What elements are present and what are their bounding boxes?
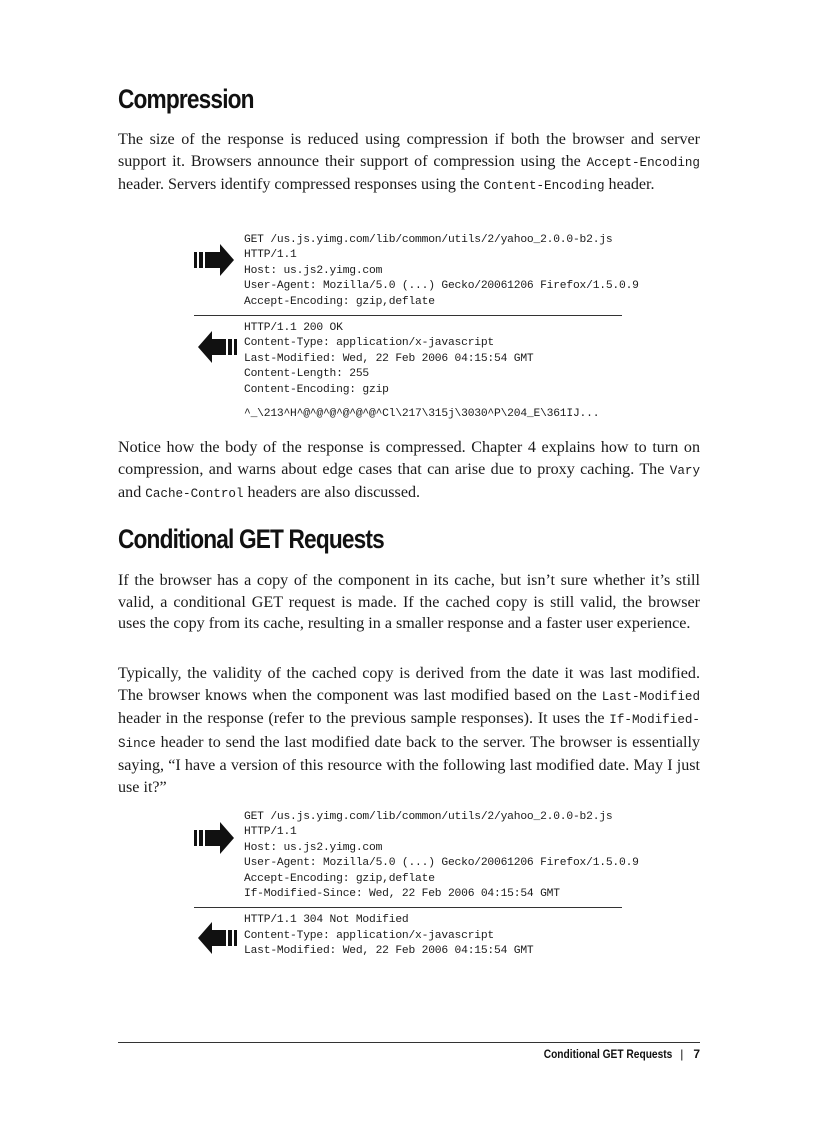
http-example-compression <box>194 233 639 422</box>
response-headers: HTTP/1.1 200 OK Content-Type: application/x-javascript Last-Modified: Wed, 22 Feb 2006 04:15:54 GMT Content-Length: 255 Content-Encoding: gzip <box>244 322 534 396</box>
inline-code: Vary <box>669 463 700 478</box>
running-title: Conditional GET Requests <box>543 1047 673 1061</box>
response-section <box>194 913 622 959</box>
request-section <box>194 810 639 902</box>
heading-conditional-get: Conditional GET Requests <box>118 524 384 554</box>
arrow-right-icon <box>194 819 240 857</box>
inline-code: Accept-Encoding <box>586 155 700 170</box>
footer-separator: | <box>680 1047 684 1061</box>
response-body: ^_\213^H^@^@^@^@^@^@^Cl\217\315j\3030^P\204_E\361IJ... <box>244 408 600 421</box>
page-number: 7 <box>693 1047 700 1061</box>
request-headers: GET /us.js.yimg.com/lib/common/utils/2/yahoo_2.0.0-b2.js HTTP/1.1 Host: us.js2.yimg.com User-Agent: Mozilla/5.0 (...) Gecko/20061206 Firefox/1.5.0.9 Accept-Encoding: gzip,deflate <box>244 234 639 308</box>
inline-code: Last-Modified <box>601 689 700 704</box>
footer-rule <box>118 1042 700 1043</box>
request-response-divider <box>194 315 622 316</box>
request-headers: GET /us.js.yimg.com/lib/common/utils/2/yahoo_2.0.0-b2.js HTTP/1.1 Host: us.js2.yimg.com User-Agent: Mozilla/5.0 (...) Gecko/20061206 Firefox/1.5.0.9 Accept-Encoding: gzip,deflate If-Modified-Since: Wed, 22 Feb 2006 04:15:54 GMT <box>244 811 639 901</box>
inline-code: Cache-Control <box>145 487 244 501</box>
response-section <box>194 321 622 422</box>
arrow-left-icon <box>194 919 240 957</box>
inline-code: If-Modified-Since <box>118 713 700 751</box>
paragraph-compression-notice: Notice how the body of the response is compressed. Chapter 4 explains how to turn on compression, and warns about edge cases that can arise due to proxy caching. The Vary and Cache-Control headers are also discussed. <box>118 439 700 501</box>
paragraph-conditional-validity: Typically, the validity of the cached copy is derived from the date it was last modified. The browser knows when the component was last modified based on the Last-Modified header in the response (refer to the previous sample responses). It uses the If-Modified-Since header to send the last modified date back to the server. The browser is essentially saying, “I have a version of this resource with the following last modified date. May I just use it?” <box>118 665 700 796</box>
inline-code: Content-Encoding <box>483 179 605 193</box>
arrow-right-icon <box>194 241 240 279</box>
arrow-left-icon <box>194 328 240 366</box>
heading-compression: Compression <box>118 84 254 114</box>
http-example-conditional <box>194 810 639 960</box>
page-footer <box>521 1047 700 1061</box>
request-response-divider <box>194 907 622 908</box>
request-section <box>194 233 639 310</box>
paragraph-compression-intro: The size of the response is reduced using compression if both the browser and server support it. Browsers announce their support of compression using the Accept-Encoding header. Servers identify compressed responses using the Content-Encoding header. <box>118 131 700 193</box>
book-page <box>118 0 700 1123</box>
paragraph-conditional-intro: If the browser has a copy of the component in its cache, but isn’t sure whether it’s still valid, a conditional GET request is made. If the cached copy is still valid, the browser uses the copy from its cache, resulting in a smaller response and a faster user experience. <box>118 572 700 632</box>
response-headers: HTTP/1.1 304 Not Modified Content-Type: application/x-javascript Last-Modified: Wed, 22 Feb 2006 04:15:54 GMT <box>244 914 534 958</box>
